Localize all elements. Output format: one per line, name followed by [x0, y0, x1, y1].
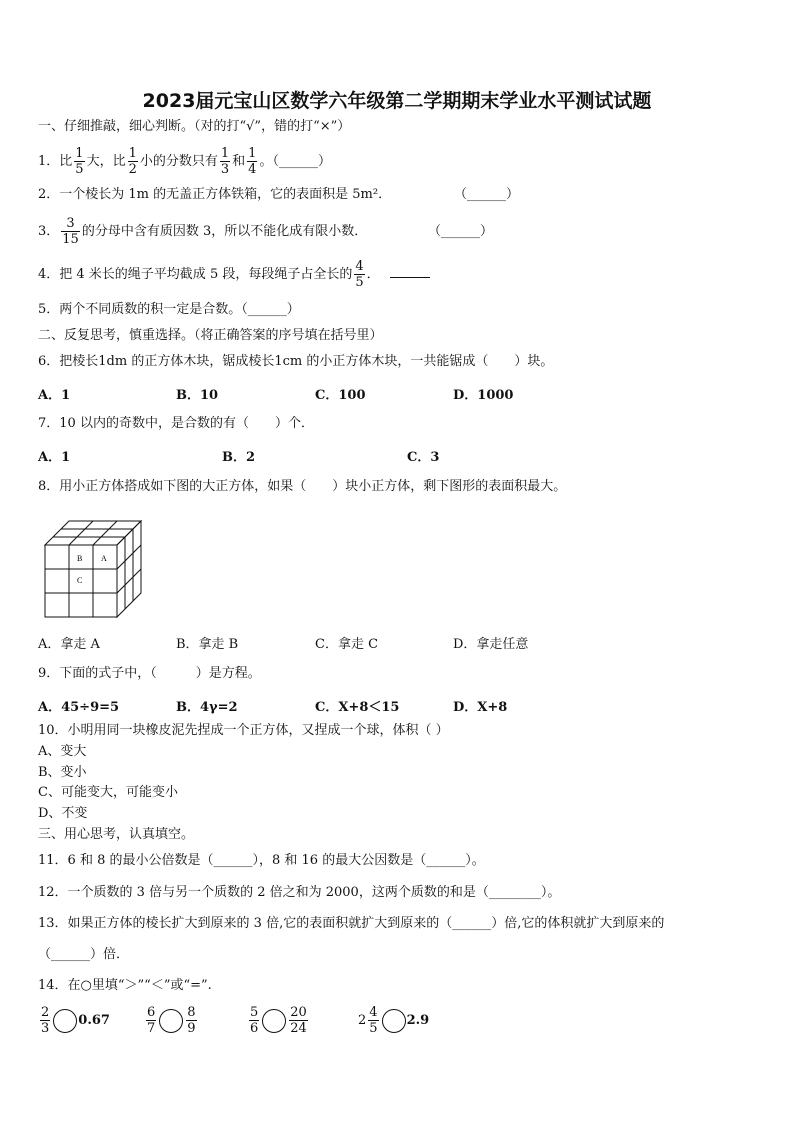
q10-option-a[interactable]: A、变大 [38, 744, 87, 759]
compare-4-right: 2.9 [406, 1013, 430, 1028]
q7-option-a[interactable]: A．1 [38, 450, 71, 465]
frac-num: 5 [250, 1005, 259, 1020]
question-10: 10．小明用同一块橡皮泥先捏成一个正方体，又捏成一个球，体积（ ） [38, 723, 449, 738]
q3-number: 3． [38, 224, 60, 239]
mixed-number-whole: 2 [358, 1013, 367, 1028]
fraction-4-5 [354, 259, 364, 290]
fraction-3-15 [61, 216, 80, 247]
frac-num: 8 [187, 1005, 196, 1020]
question-13-cont: （______）倍． [38, 947, 130, 962]
page-title: 2023届元宝山区数学六年级第二学期期末学业水平测试试题 [142, 90, 652, 112]
question-4 [38, 259, 430, 290]
frac-den: 5 [369, 1021, 378, 1036]
question-3 [38, 216, 494, 247]
fraction-4-5-mixed [368, 1005, 378, 1036]
frac-num: 4 [355, 259, 364, 274]
q1-text-d: 和 [232, 154, 246, 169]
fraction-1-5 [74, 146, 84, 177]
q9-option-a[interactable]: A．45÷9=5 [38, 700, 120, 715]
frac-num: 2 [41, 1005, 50, 1020]
question-6: 6．把棱长1dm 的正方体木块，锯成棱长1cm 的小正方体木块，一共能锯成（ ）块。 [38, 354, 554, 369]
q8-option-c[interactable]: C．拿走 C [315, 637, 379, 652]
fraction-2-3 [40, 1005, 50, 1036]
fraction-8-9 [186, 1005, 196, 1036]
compare-2 [144, 1005, 199, 1036]
compare-circle-4[interactable] [382, 1009, 406, 1033]
frac-den: 24 [290, 1021, 307, 1036]
q3-answer-blank[interactable]: （______） [428, 224, 494, 239]
frac-den: 5 [75, 162, 84, 177]
frac-num: 6 [147, 1005, 156, 1020]
question-9: 9．下面的式子中，（ ）是方程。 [38, 666, 261, 681]
q8-option-d[interactable]: D．拿走任意 [453, 637, 529, 652]
fraction-1-3 [220, 146, 230, 177]
frac-den: 15 [62, 232, 79, 247]
q8-option-b[interactable]: B．拿走 B [176, 637, 239, 652]
question-12: 12．一个质数的 3 倍与另一个质数的 2 倍之和为 2000，这两个质数的和是（________）。 [38, 885, 561, 900]
compare-circle-3[interactable] [262, 1009, 286, 1033]
frac-num: 20 [290, 1005, 307, 1020]
cube-label-b: B [77, 554, 83, 563]
q4-answer-blank[interactable] [390, 265, 430, 278]
fraction-5-6 [249, 1005, 259, 1036]
fraction-1-4 [247, 146, 257, 177]
q7-option-c[interactable]: C．3 [407, 450, 440, 465]
q10-option-d[interactable]: D、不变 [38, 806, 88, 821]
compare-3 [247, 1005, 310, 1036]
cube-figure [44, 516, 144, 620]
q6-option-b[interactable]: B．10 [176, 388, 219, 403]
q6-option-c[interactable]: C．100 [315, 388, 366, 403]
frac-den: 6 [250, 1021, 259, 1036]
q1-text-c: 小的分数只有 [139, 154, 218, 169]
q10-option-b[interactable]: B、变小 [38, 765, 87, 780]
frac-den: 3 [220, 162, 230, 177]
frac-den: 2 [128, 162, 137, 177]
cube-label-c: C [77, 576, 83, 585]
question-13: 13．如果正方体的棱长扩大到原来的 3 倍,它的表面积就扩大到原来的（______）倍,它的体积就扩大到原来的 [38, 916, 665, 931]
section1-heading: 一、仔细推敲，细心判断。（对的打“√”，错的打“×”） [38, 119, 351, 134]
frac-num: 1 [248, 146, 257, 161]
compare-1-right: 0.67 [78, 1013, 110, 1028]
fraction-20-24 [289, 1005, 308, 1036]
compare-4 [358, 1005, 429, 1036]
frac-den: 4 [248, 162, 257, 177]
question-7: 7．10 以内的奇数中，是合数的有（ ）个． [38, 416, 314, 431]
q9-option-c[interactable]: C．X+8＜15 [315, 700, 400, 715]
question-8: 8．用小正方体搭成如下图的大正方体，如果（ ）块小正方体，剩下图形的表面积最大。 [38, 479, 567, 494]
frac-den: 5 [355, 275, 364, 290]
q4-text: 4．把 4 米长的绳子平均截成 5 段，每段绳子占全长的 [38, 267, 353, 282]
q1-answer-blank[interactable]: 。（______） [259, 154, 331, 169]
q6-option-d[interactable]: D．1000 [453, 388, 514, 403]
fraction-1-2 [128, 146, 138, 177]
frac-num: 3 [61, 216, 80, 232]
q8-option-a[interactable]: A．拿走 A [38, 637, 100, 652]
compare-1 [38, 1005, 110, 1036]
question-1 [38, 146, 331, 177]
q7-option-b[interactable]: B．2 [222, 450, 256, 465]
q10-option-c[interactable]: C、可能变大，可能变小 [38, 785, 178, 800]
q2-answer-blank[interactable]: （______） [454, 187, 520, 202]
frac-num: 1 [220, 146, 230, 161]
q9-option-d[interactable]: D．X+8 [453, 700, 508, 715]
frac-den: 3 [41, 1021, 50, 1036]
frac-num: 1 [128, 146, 137, 161]
q6-option-a[interactable]: A．1 [38, 388, 71, 403]
section2-heading: 二、反复思考，慎重选择。（将正确答案的序号填在括号里） [38, 328, 383, 343]
frac-den: 7 [147, 1021, 156, 1036]
q3-text: 的分母中含有质因数 3，所以不能化成有限小数． [81, 224, 368, 239]
fraction-6-7 [146, 1005, 156, 1036]
question-5: 5．两个不同质数的积一定是合数。（______） [38, 302, 300, 317]
section3-heading: 三、用心思考，认真填空。 [38, 827, 195, 842]
q9-option-b[interactable]: B．4γ=2 [176, 700, 238, 715]
compare-circle-2[interactable] [159, 1009, 183, 1033]
q1-text-b: 大，比 [86, 154, 126, 169]
frac-num: 1 [75, 146, 84, 161]
cube-label-a: A [101, 554, 107, 563]
q1-text-a: 1．比 [38, 154, 73, 169]
question-2 [38, 185, 520, 205]
q2-text: 2．一个棱长为 1m 的无盖正方体铁箱，它的表面积是 5m²． [38, 187, 392, 202]
question-14: 14．在○里填“＞”“＜”或“=”. [38, 978, 212, 993]
frac-num: 4 [369, 1005, 378, 1020]
question-11: 11．6 和 8 的最小公倍数是（______），8 和 16 的最大公因数是（______）。 [38, 853, 485, 868]
compare-circle-1[interactable] [53, 1009, 77, 1033]
q4-period: ． [366, 267, 380, 282]
frac-den: 9 [187, 1021, 196, 1036]
